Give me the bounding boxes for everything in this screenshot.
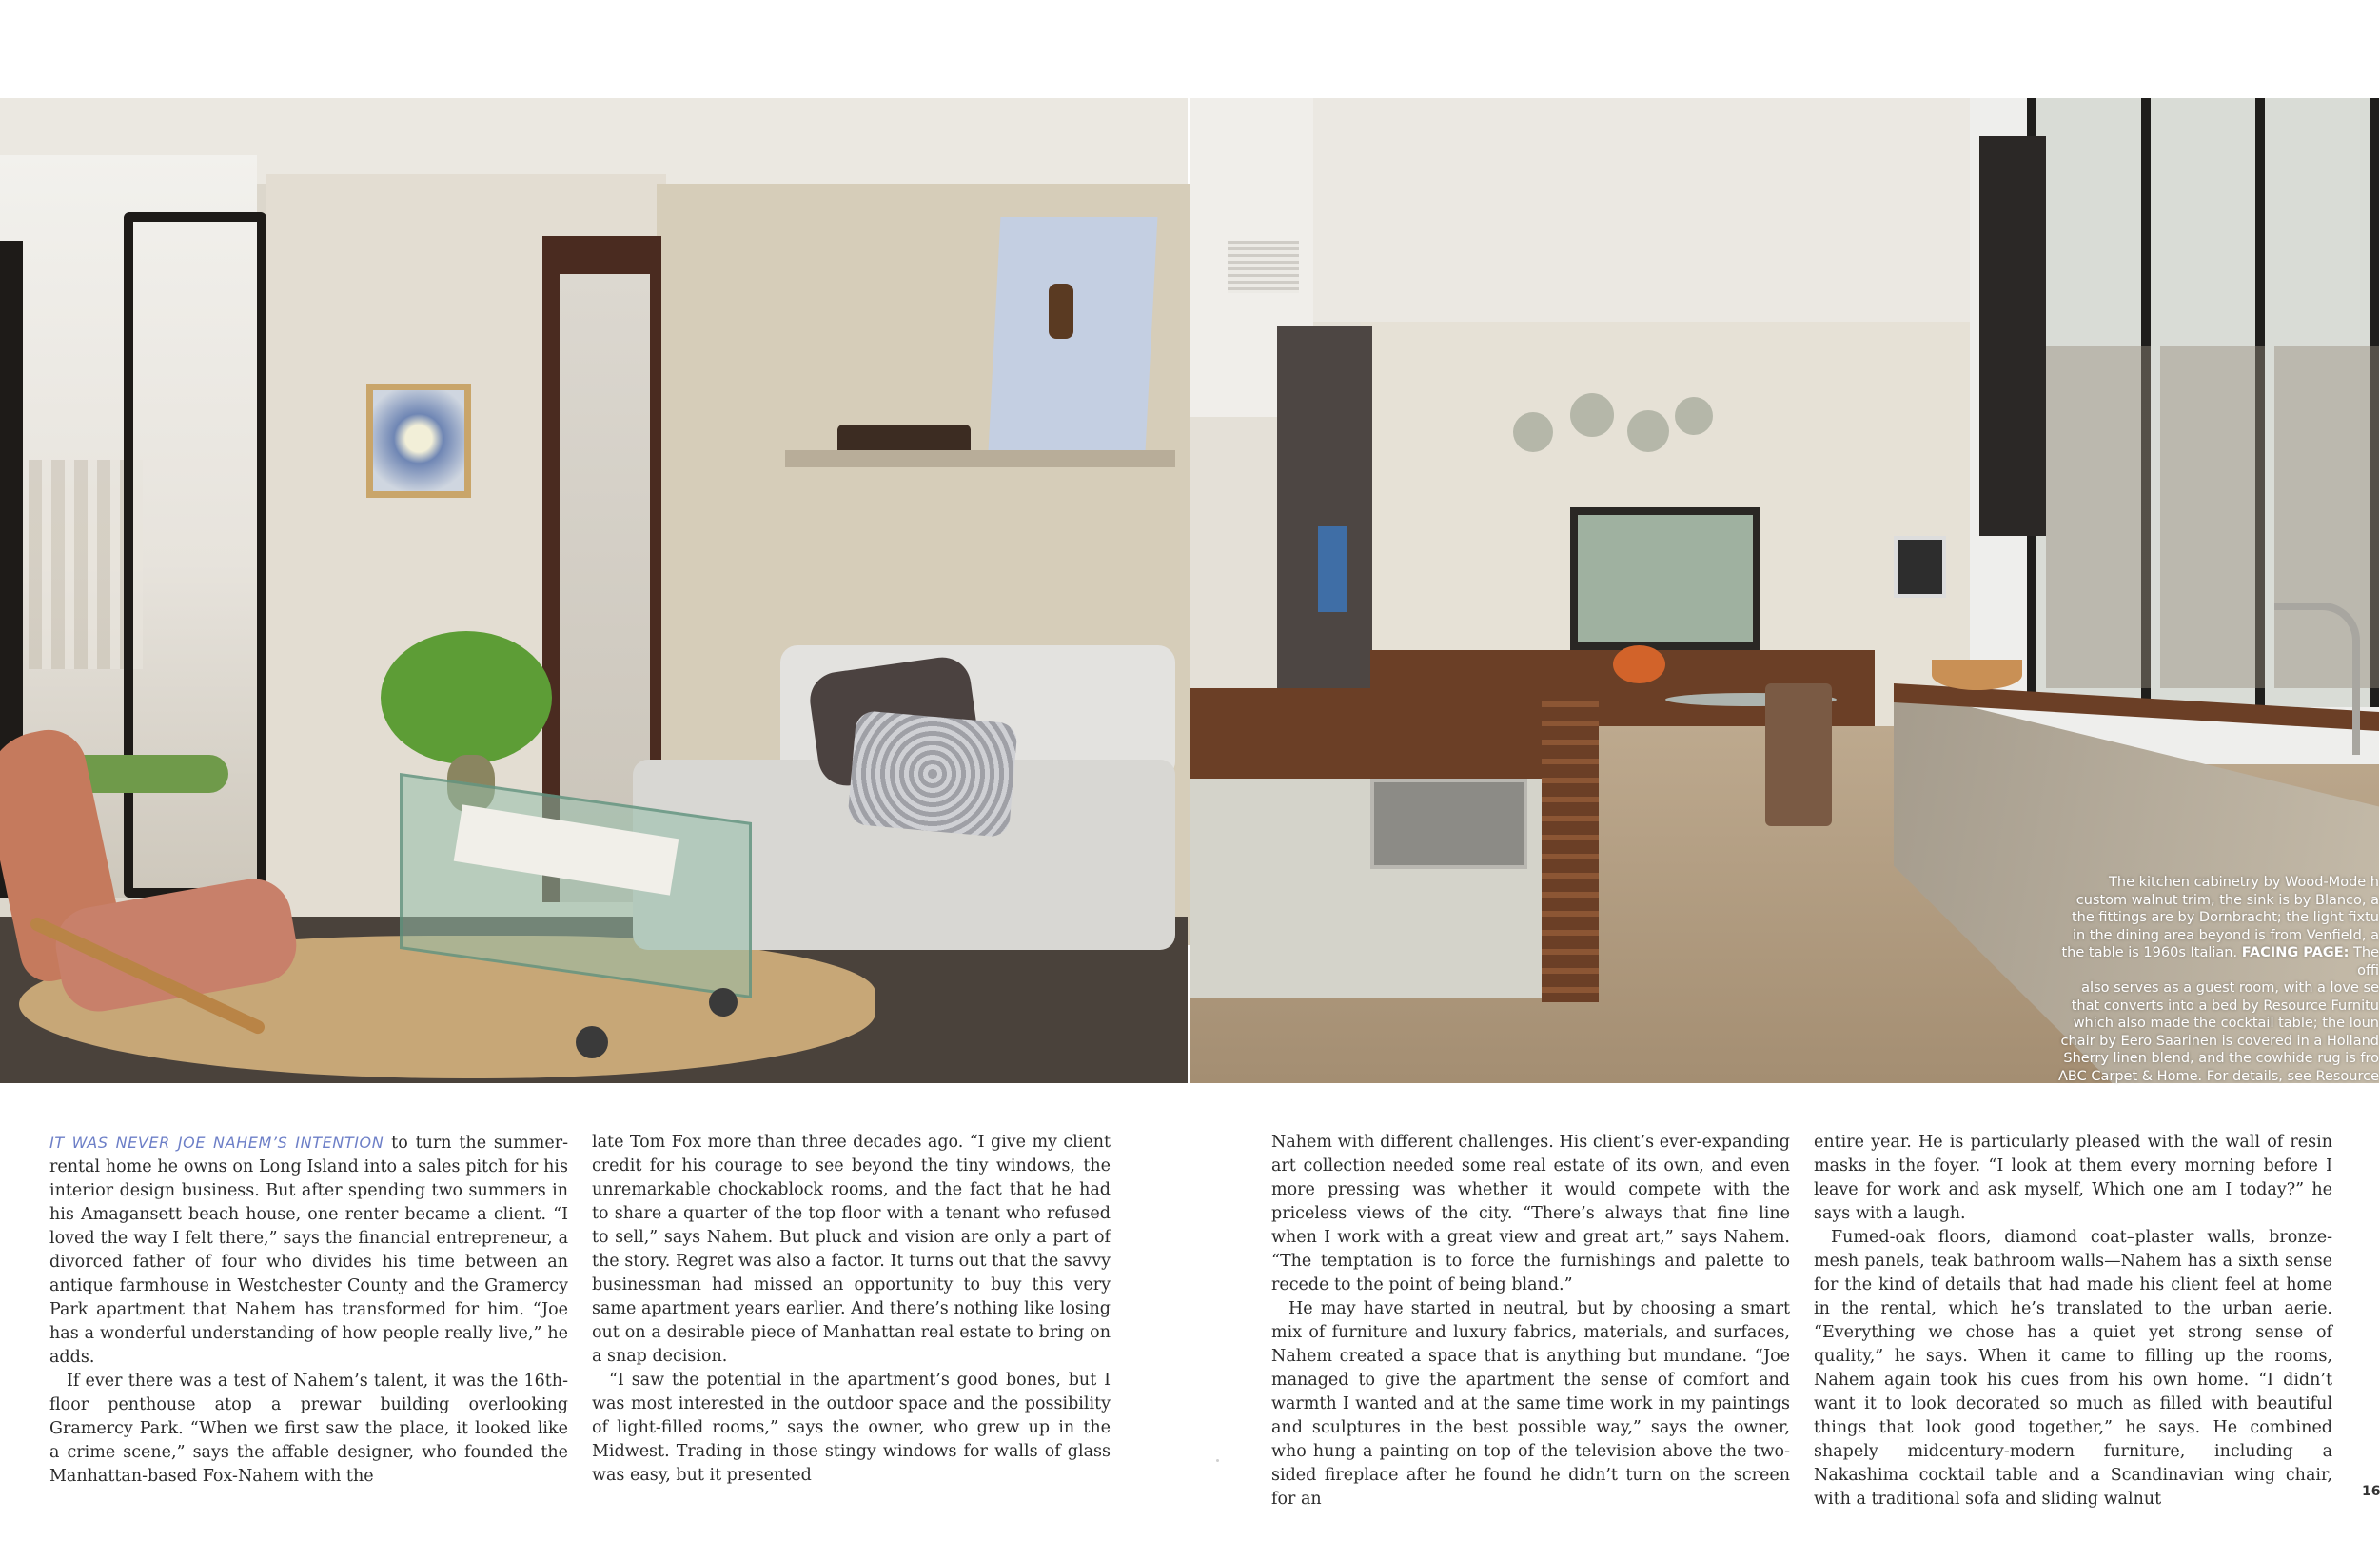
faucet xyxy=(2274,603,2360,755)
framed-artwork xyxy=(366,384,471,498)
kitchen-island xyxy=(1190,688,1599,793)
air-vent xyxy=(1228,241,1299,293)
walnut-slats xyxy=(1542,688,1599,1002)
lounge-chair xyxy=(0,731,314,1045)
caption-text: The kitchen cabinetry by Wood-Mode h custom walnut trim, the sink is by Blanco, a the fittings are by Dornbracht; the light fixtu in the dining area beyond is from Venfield, a the table is 1960s Italian. xyxy=(2061,875,2379,960)
paragraph: He may have started in neutral, but by choosing a smart mix of furniture and luxury fabrics, materials, and surfaces, Nahem created a space that is anything but mundane. “Joe managed to give the apartment the sense of comfort and warmth I wanted and at the same time work in my paintings and sculptures in the best possible way,” says the owner, who hung a painting on top of the television above the two-sided fireplace after he found he didn’t turn on the screen for an xyxy=(1271,1299,1790,1509)
wooden-bowl xyxy=(1932,660,2022,690)
article-column-4 xyxy=(1814,1131,2332,1509)
microwave xyxy=(1370,779,1527,869)
article-column-3 xyxy=(1271,1131,1790,1509)
pendant-light xyxy=(1513,384,1722,450)
table-wheel xyxy=(709,988,738,1017)
article-column-2 xyxy=(592,1131,1111,1485)
paragraph: If ever there was a test of Nahem’s talent, it was the 16th-floor penthouse atop a prewar building overlooking Gramercy Park. “When we first saw the place, it looked like a crime scene,” says the affable designer, who founded the Manhattan-based Fox-Nahem with the xyxy=(49,1372,568,1486)
shelf xyxy=(785,450,1175,467)
plant xyxy=(381,631,552,764)
caption-facing-page-label: FACING PAGE: xyxy=(2241,945,2350,960)
dining-chair xyxy=(1765,683,1832,826)
paragraph: entire year. He is particularly pleased with the wall of resin masks in the foyer. “I look at them every morning before I leave for work and ask myself, Which one am I today?” he says with a laugh. xyxy=(1814,1133,2332,1223)
framed-photo xyxy=(1894,536,1946,598)
page-number: 16 xyxy=(2362,1484,2380,1499)
living-room-photo xyxy=(0,98,1188,1083)
paragraph: Fumed-oak floors, diamond coat–plaster walls, bronze-mesh panels, teak bathroom walls—Nahem has a sixth sense for the kind of details that had made his client feel at home in the rental, which he’s translated to the urban aerie. “Everything we chose has a quiet yet strong sense of quality,” he says. When it came to filling up the rooms, Nahem again took his cues from his own home. “I didn’t want it to look decorated so much as filled with beautiful things that look good together,” he says. He combined shapely midcentury-modern furniture, including a Nakashima cocktail table and a Scandinavian wing chair, with a traditional sofa and sliding walnut xyxy=(1814,1228,2332,1509)
article-column-1 xyxy=(49,1131,568,1486)
paragraph-text: to turn the summer-rental home he owns on Long Island into a sales pitch for his interior design business. But after spending two summers in his Amagansett beach house, one renter became a client. “I loved the way I felt there,” says the financial entrepreneur, a divorced father of four who divides his time between an antique farmhouse in Westchester County and the Gramercy Park apartment that Nahem has transformed for him. “Joe has a wonderful understanding of how people really live,” he adds. xyxy=(49,1134,568,1367)
small-painting xyxy=(1318,526,1347,612)
table-wheel xyxy=(576,1026,608,1058)
lead-in: IT WAS NEVER JOE NAHEM’S INTENTION xyxy=(49,1134,384,1152)
range-hood xyxy=(1979,136,2046,536)
paragraph xyxy=(49,1131,568,1370)
caption-text: The offi also serves as a guest room, with a love se that converts into a bed by Resource Furnitu which also made the cocktail table; the loun chair by Eero Saarinen is covered in a Holland Sherry linen blend, and the cowhide rug is fro ABC Carpet & Home. For details, see Resource xyxy=(2058,945,2379,1084)
paragraph: “I saw the potential in the apartment’s good bones, but I was most interested in the outdoor space and the possibility of light-filled rooms,” says the owner, who grew up in the Midwest. Trading in those stingy windows for walls of glass was easy, but it presented xyxy=(592,1371,1111,1485)
dining-window xyxy=(1570,507,1760,650)
paragraph: Nahem with different challenges. His client’s ever-expanding art collection needed some real estate of its own, and even more pressing was whether it would compete with the priceless views of the city. “There’s always that fine line when I work with a great view and great art,” says Nahem. “The temptation is to force the furnishings and palette to recede to the point of being bland.” xyxy=(1271,1133,1790,1294)
paragraph: late Tom Fox more than three decades ago. “I give my client credit for his courage to see beyond the tiny windows, the unremarkable chockablock rooms, and the fact that he had to share a quarter of the top floor with a tenant who refused to sell,” says Nahem. But pluck and vision are only a part of the story. Regret was also a factor. It turns out that the savvy businessman had missed an opportunity to buy this very same apartment years earlier. And there’s nothing like losing out on a desirable piece of Manhattan real estate to bring on a snap decision. xyxy=(592,1133,1111,1366)
patterned-pillow xyxy=(847,710,1018,838)
flowers xyxy=(1613,645,1665,683)
sculpture-in-painting xyxy=(1049,284,1073,339)
gutter-mark xyxy=(1216,1459,1219,1462)
photo-caption xyxy=(2055,874,2379,1085)
shelf-objects xyxy=(837,425,971,450)
